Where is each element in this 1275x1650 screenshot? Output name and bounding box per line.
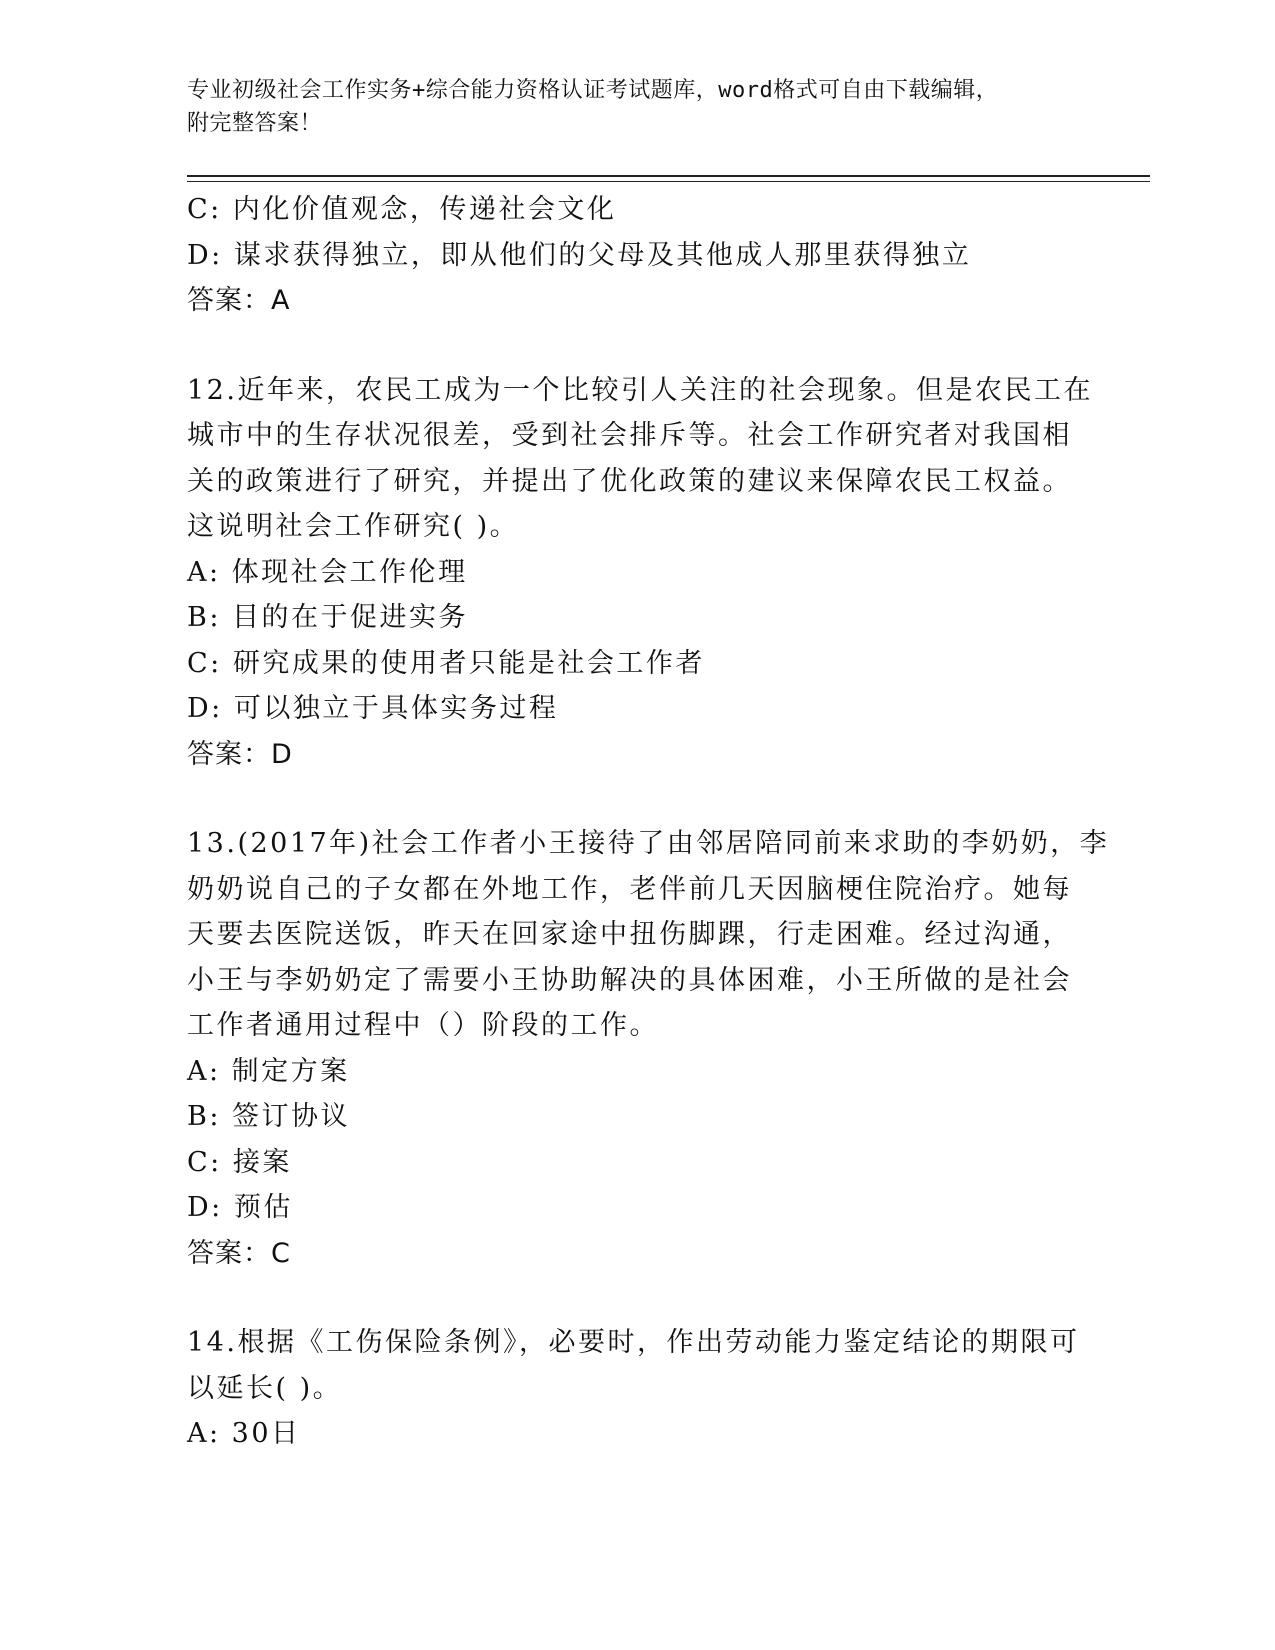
spacer bbox=[187, 1276, 1087, 1320]
question-text-line: 城市中的生存状况很差，受到社会排斥等。社会工作研究者对我国相 bbox=[187, 420, 1072, 451]
question-text-line: 天要去医院送饭，昨天在回家途中扭伤脚踝，行走困难。经过沟通， bbox=[187, 919, 1072, 950]
question-11-tail bbox=[187, 187, 1087, 324]
question-text-line: 12.近年来，农民工成为一个比较引人关注的社会现象。但是农民工在 bbox=[187, 374, 1093, 406]
answer-line: 答案：A bbox=[187, 285, 291, 316]
answer-line: 答案：D bbox=[187, 738, 293, 770]
option-a: A: 30日 bbox=[187, 1418, 301, 1449]
question-14 bbox=[187, 1320, 1087, 1457]
question-text-line: 小王与李奶奶定了需要小王协助解决的具体困难，小王所做的是社会 bbox=[187, 964, 1072, 996]
header-line-1: 专业初级社会工作实务+综合能力资格认证考试题库，word格式可自由下载编辑， bbox=[187, 78, 999, 103]
header-rule-thin bbox=[187, 181, 1150, 182]
header-rule-thick bbox=[187, 175, 1150, 177]
question-13 bbox=[187, 821, 1110, 1276]
option-d: D: 预估 bbox=[187, 1192, 293, 1223]
option-a: A: 体现社会工作伦理 bbox=[187, 556, 468, 588]
option-c: C: 接案 bbox=[187, 1146, 292, 1178]
question-text-line: 以延长( )。 bbox=[187, 1372, 343, 1404]
answer-line: 答案：C bbox=[187, 1237, 291, 1269]
document-header bbox=[187, 74, 1087, 140]
document-body bbox=[187, 187, 1110, 1457]
option-c: C: 内化价值观念，传递社会文化 bbox=[187, 194, 617, 225]
question-text-line: 关的政策进行了研究，并提出了优化政策的建议来保障农民工权益。 bbox=[187, 465, 1072, 497]
header-line-2: 附完整答案！ bbox=[187, 111, 323, 136]
option-b: B: 签订协议 bbox=[187, 1101, 351, 1132]
question-text-line: 13.(2017年)社会工作者小王接待了由邻居陪同前来求助的李奶奶，李 bbox=[187, 828, 1110, 859]
option-c: C: 研究成果的使用者只能是社会工作者 bbox=[187, 647, 705, 679]
question-text-line: 14.根据《工伤保险条例》，必要时，作出劳动能力鉴定结论的期限可 bbox=[187, 1327, 1080, 1358]
option-a: A: 制定方案 bbox=[187, 1055, 350, 1087]
question-12 bbox=[187, 368, 1093, 778]
question-text-line: 这说明社会工作研究( )。 bbox=[187, 511, 520, 542]
option-d: D: 谋求获得独立，即从他们的父母及其他成人那里获得独立 bbox=[187, 239, 972, 271]
question-text-line: 工作者通用过程中（）阶段的工作。 bbox=[187, 1010, 659, 1041]
question-text-line: 奶奶说自己的子女都在外地工作，老伴前几天因脑梗住院治疗。她每 bbox=[187, 873, 1072, 905]
spacer bbox=[187, 777, 1087, 821]
option-d: D: 可以独立于具体实务过程 bbox=[187, 693, 559, 724]
option-b: B: 目的在于促进实务 bbox=[187, 602, 469, 633]
spacer bbox=[187, 324, 1087, 368]
